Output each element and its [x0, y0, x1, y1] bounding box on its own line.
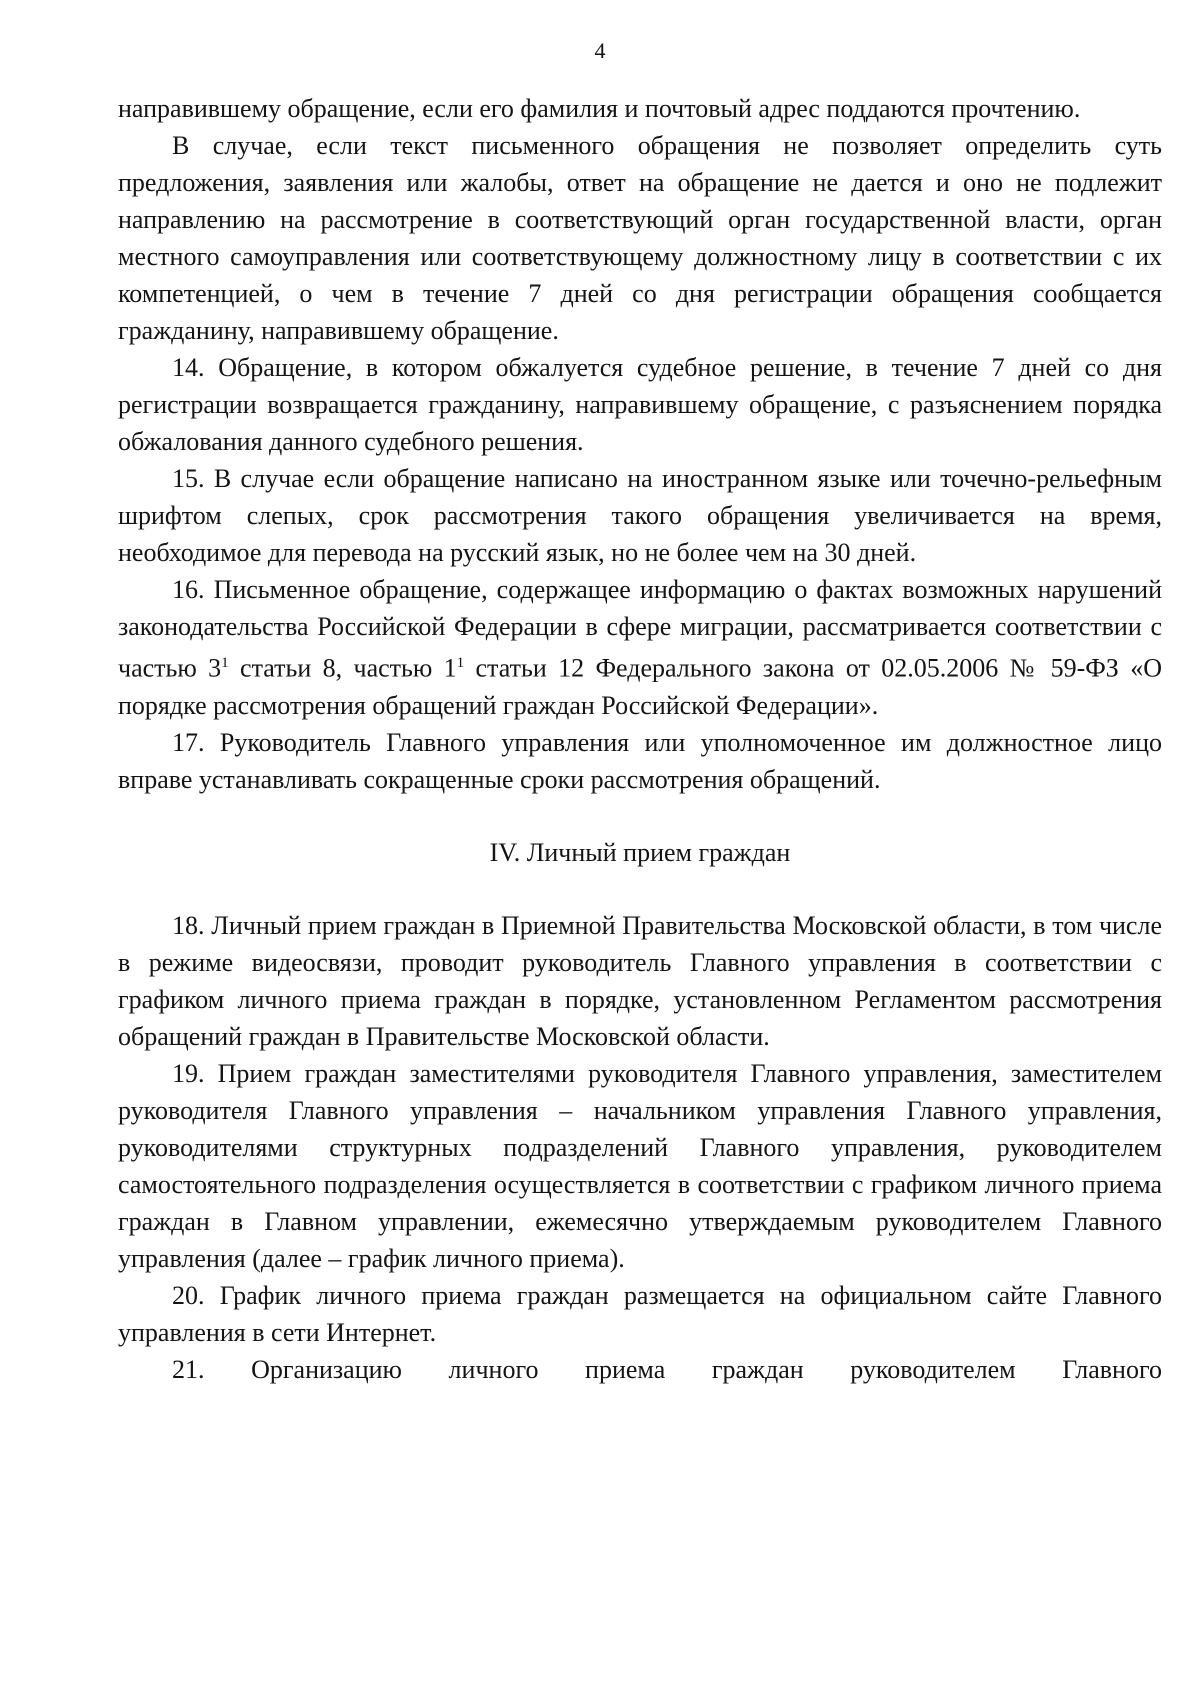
paragraph-16-part-2: статьи 8, частью 1 [228, 653, 457, 683]
paragraph-16-part-1: 16. Письменное обращение, содержащее информацию о фактах возможных нарушений законодательства Российской Федерации в сфере миграции, рассматривается соответствии с частью 3 [118, 575, 1162, 683]
superscript-2: 1 [456, 655, 465, 671]
paragraph-text-illegible: В случае, если текст письменного обращения не позволяет определить суть предложения, заявления или жалобы, ответ на обращение не дается и оно не подлежит направлению на рассмотрение в соответствующий орган государственной власти, орган местного самоуправления или соответствующему должностному лицу в соответствии с их компетенцией, о чем в течение 7 дней со дня регистрации обращения сообщается гражданину, направившему обращение. [118, 131, 1162, 345]
paragraph-20: 20. График личного приема граждан размещается на официальном сайте Главного управления в сети Интернет. [118, 1280, 1162, 1347]
paragraph-16-part-3: статьи 12 Федерального закона от 02.05.2006 № 59-ФЗ «О порядке рассмотрения обращений граждан Российской Федерации». [118, 653, 1162, 720]
page-number: 4 [594, 38, 606, 63]
document-body [118, 90, 1162, 1388]
paragraph-17: 17. Руководитель Главного управления или уполномоченное им должностное лицо вправе устанавливать сокращенные сроки рассмотрения обращений. [118, 727, 1162, 794]
paragraph-14: 14. Обращение, в котором обжалуется судебное решение, в течение 7 дней со дня регистрации возвращается гражданину, направившему обращение, с разъяснением порядка обжалования данного судебного решения. [118, 353, 1162, 456]
superscript-1: 1 [221, 655, 229, 671]
paragraph-16 [118, 571, 1162, 724]
paragraph-21: 21. Организацию личного приема граждан руководителем Главного [172, 1354, 1162, 1384]
paragraph-19: 19. Прием граждан заместителями руководителя Главного управления, заместителем руководителя Главного управления – начальником управления Главного управления, руководителями структурных подразделений Главного управления, руководителем самостоятельного подразделения осуществляется в соответствии с графиком личного приема граждан в Главном управлении, ежемесячно утверждаемым руководителем Главного управления (далее – график личного приема). [118, 1058, 1162, 1273]
paragraph-continuation: направившему обращение, если его фамилия и почтовый адрес поддаются прочтению. [118, 94, 1081, 123]
paragraph-18: 18. Личный прием граждан в Приемной Правительства Московской области, в том числе в режиме видеосвязи, проводит руководитель Главного управления в соответствии с графиком личного приема граждан в порядке, установленном Регламентом рассмотрения обращений граждан в Правительстве Московской области. [118, 910, 1162, 1051]
section-heading: IV. Личный прием граждан [489, 837, 791, 867]
paragraph-15: 15. В случае если обращение написано на иностранном языке или точечно-рельефным шрифтом слепых, срок рассмотрения такого обращения увеличивается на время, необходимое для перевода на русский язык, но не более чем на 30 дней. [118, 464, 1162, 567]
